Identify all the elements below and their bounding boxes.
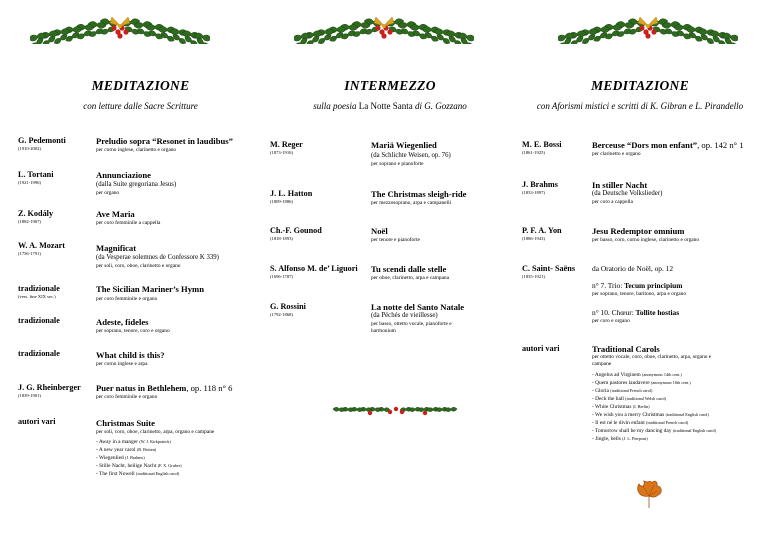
column-meditazione-1 [18,0,268,543]
composer-dates: (1910-2002) [18,146,41,151]
heading-intermezzo: INTERMEZZO [344,78,436,93]
list-item: - Quem pastores laudavere (anonymous 16th cent.) [592,380,691,386]
composer-name: autori vari [522,344,560,353]
piece-instruments: per corno inglese e arpa [96,361,148,367]
list-item: - Away in a manger (W. J. Kirkpatrick) [96,439,171,445]
holly-sprig-center [330,400,460,420]
composer-name: M. Reger [270,140,303,149]
piece-title: Adeste, fideles [96,317,149,327]
composer-name: C. Saint- Saëns [522,264,576,273]
piece-source: (da Vesperae solemnes de Confessore K 339) [96,254,219,261]
piece-instruments-cont: harmonium [371,328,396,334]
piece-title: Christmas Suite [96,418,155,428]
composer-dates: (1921-1996) [18,180,41,185]
list-item: - Jingle, bells (J. L. Pierpont) [592,436,648,442]
list-item: - Wiegenlied (J. Brahms) [96,455,145,461]
piece-instruments: per soprano, tenore, baritono, arpa e organo [592,291,687,297]
carols-list [592,371,716,443]
piece-instruments: per coro femminile a cappella [96,220,161,226]
column-intermezzo [270,0,520,543]
piece-title: Mariä Wiegenlied [371,140,437,150]
heading-meditazione-1: MEDITAZIONE [91,78,190,93]
composer-dates: (1886-1943) [522,236,545,241]
piece-instruments: per coro e organo [592,318,630,324]
composer-dates: (1882-1967) [18,219,41,224]
piece-instruments: per basso, coro, corno inglese, clarinetto e organo [592,237,700,243]
piece-source: (da Deutsche Volkslieder) [592,190,663,197]
composer-dates: (1833-1897) [522,190,545,195]
autumn-leaf-icon [632,476,666,510]
composer-name: Ch.-F. Gounod [270,226,322,235]
composer-name: autori vari [18,417,56,426]
heading-meditazione-2: MEDITAZIONE [591,78,689,93]
part-title: Tollite hostias [635,308,680,317]
composer-name: J. Brahms [522,180,558,189]
piece-instruments: per coro femminile e organo [96,296,158,302]
piece-instruments: per oboe, clarinetto, arpa e campana [371,275,449,281]
part-label: n° 7. Trio: [592,281,623,290]
piece-instruments: per corno inglese, clarinetto e organo [96,147,177,153]
composer-dates: (1861-1925) [522,150,545,155]
subheading-intermezzo: sulla poesia La Notte Santa di G. Gozzano [313,101,467,111]
list-item: - Tomorrow shall be my dancing day (traditional English carol) [592,428,717,434]
list-item: - A new year carol (B. Britten) [96,447,157,453]
composer-name: L. Tortani [18,170,54,179]
choeur-part [592,308,679,317]
composer-dates: (vers. fine XIX sec.) [18,294,56,299]
part-label: n° 10. Chœur: [592,308,634,317]
composer-name: tradizionale [18,284,60,293]
composer-name: M. E. Bossi [522,140,562,149]
piece-instruments: per basso, ottetto vocale, pianoforte e [371,321,452,327]
subheading-meditazione-2: con Aforismi mistici e scritti di K. Gibran e L. Pirandello [536,101,744,111]
composer-dates: (1809-1886) [270,199,293,204]
piece-title [96,383,232,393]
list-item: - Gloria (traditional French carol) [592,388,653,394]
piece-instruments: per soprano, tenore, coro e organo [96,328,170,334]
composer-name: S. Alfonso M. de’ Liguori [270,264,358,273]
list-item: - The first Nowell (traditional English carol) [96,471,180,477]
list-item: - Deck the hall (traditional Welsh carol) [592,396,666,402]
piece-title: Preludio sopra “Resonet in laudibus” [96,136,233,146]
column-meditazione-2 [522,0,768,543]
piece-title: Traditional Carols [592,344,660,354]
piece-title: Magnificat [96,243,137,253]
composer-name: Z. Kodály [18,209,54,218]
piece-title [592,140,744,150]
piece-title: The Christmas sleigh-ride [371,189,467,199]
composer-name: P. F. A. Yon [522,226,562,235]
piece-title: La notte del Santo Natale [371,302,465,312]
composer-name: tradizionale [18,349,60,358]
piece-instruments: per mezzosoprano, arpa e campanelli [371,200,452,206]
composer-name: W. A. Mozart [18,241,65,250]
composer-dates: (1696-1787) [270,274,293,279]
composer-dates: (1792-1868) [270,312,293,317]
piece-title: Tu scendi dalle stelle [371,264,447,274]
piece-instruments: per coro femminile e organo [96,394,158,400]
piece-title: What child is this? [96,350,165,360]
suite-list [96,438,182,478]
piece-instruments: per coro a cappella [592,199,633,205]
composer-dates: (1756-1791) [18,251,41,256]
composer-dates: (1839-1901) [18,393,41,398]
piece-title: Ave Maria [96,209,135,219]
composer-name: G. Pedemonti [18,136,66,145]
composer-name: G. Rossini [270,302,306,311]
piece-source: (dalla Suite gregoriana Jesus) [96,181,177,188]
composer-name: J. G. Rheinberger [18,383,81,392]
composer-dates: (1873-1916) [270,150,293,155]
composer-dates: (1835-1921) [522,274,545,279]
piece-instruments: per soli, coro, oboe, clarinetto e organo [96,263,181,269]
piece-title: Annunciazione [96,170,151,180]
trio-part [592,281,682,290]
piece-title: Noël [371,226,388,236]
piece-instruments: per ottetto vocale, coro, oboe, clarinetto, arpa, organo e [592,354,712,360]
list-item: - We wish you a merry Christmas (traditional English carol) [592,412,709,418]
piece-opus: , op. 118 n° 6 [186,383,233,393]
piece-title: Jesu Redemptor omnium [592,226,685,236]
piece-title: The Sicilian Mariner’s Hymn [96,284,204,294]
subheading-meditazione-1: con letture dalle Sacre Scritture [83,101,198,111]
piece-instruments: per organo [96,190,120,196]
composer-dates: (1818-1893) [270,236,293,241]
piece-instruments: per tenore e pianoforte [371,237,420,243]
list-item: - Il est né le divin enfant (traditional French carol) [592,420,689,426]
piece-source: (da Schlichte Weisen, op. 76) [371,152,451,159]
piece-instruments: per soli, coro, oboe, clarinetto, arpa, organo e campane [96,429,215,435]
list-item: - White Christmas (I. Berlin) [592,404,650,410]
piece-instruments-cont: campane [592,361,612,367]
oratorio-source: da Oratorio de Noël, op. 12 [592,264,674,273]
composer-name: tradizionale [18,316,60,325]
piece-instruments: per clarinetto e organo [592,151,641,157]
part-title: Tecum principium [624,281,683,290]
list-item: - Stille Nacht, heilige Nacht (F. X. Gruber) [96,463,182,469]
piece-instruments: per soprano e pianoforte [371,161,424,167]
piece-opus: , op. 142 n° 1 [697,140,744,150]
piece-title-main: Berceuse “Dors mon enfant” [592,140,698,150]
composer-name: J. L. Hatton [270,189,313,198]
piece-title: In stiller Nacht [592,180,648,190]
list-item: - Angelus ad Virginem (anonymous 14th cent.) [592,372,682,378]
piece-source: (da Péchés de vieillesse) [371,312,438,319]
piece-title-main: Puer natus in Bethlehem [96,383,187,393]
